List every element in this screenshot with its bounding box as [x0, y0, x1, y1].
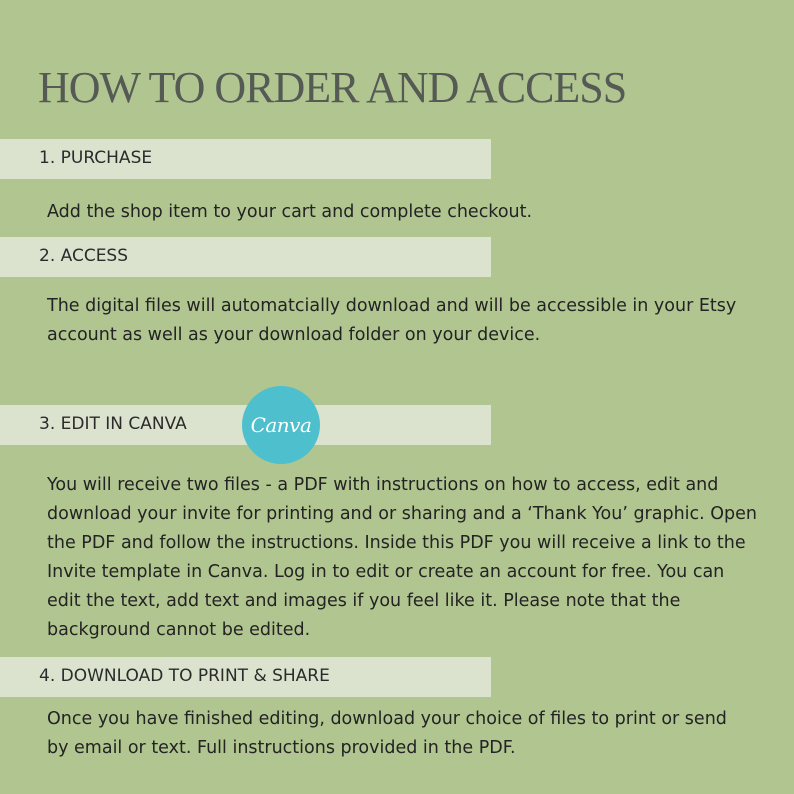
step-2-header [0, 237, 491, 277]
step-3-text: You will receive two files - a PDF with instructions on how to access, edit and download your invite for printing and or sharing and a ‘Thank You’ graphic. Open the PDF and follow the instructions. Inside this PDF you will receive a link to the Invite template in Canva. Log in to edit or create an account for free. You can edit the text, add text and images if you feel like it. Please note that the background cannot be edited. [47, 475, 758, 640]
step-3-label: 3. EDIT IN CANVA [39, 414, 187, 434]
step-1-text: Add the shop item to your cart and complete checkout. [47, 202, 533, 222]
page-title: HOW TO ORDER AND ACCESS [38, 63, 627, 112]
step-4-label: 4. DOWNLOAD TO PRINT & SHARE [39, 666, 330, 686]
canva-logo [242, 386, 320, 464]
step-4-text: Once you have finished editing, download your choice of files to print or send by email or text. Full instructions provided in the PDF. [47, 709, 727, 758]
step-2-text: The digital files will automatcially download and will be accessible in your Etsy account as well as your download folder on your device. [47, 296, 737, 345]
step-1-header [0, 139, 491, 179]
canva-logo-text: Canva [250, 413, 312, 437]
step-2-label: 2. ACCESS [39, 246, 129, 266]
step-4-header [0, 657, 491, 697]
step-1-label: 1. PURCHASE [39, 148, 153, 168]
